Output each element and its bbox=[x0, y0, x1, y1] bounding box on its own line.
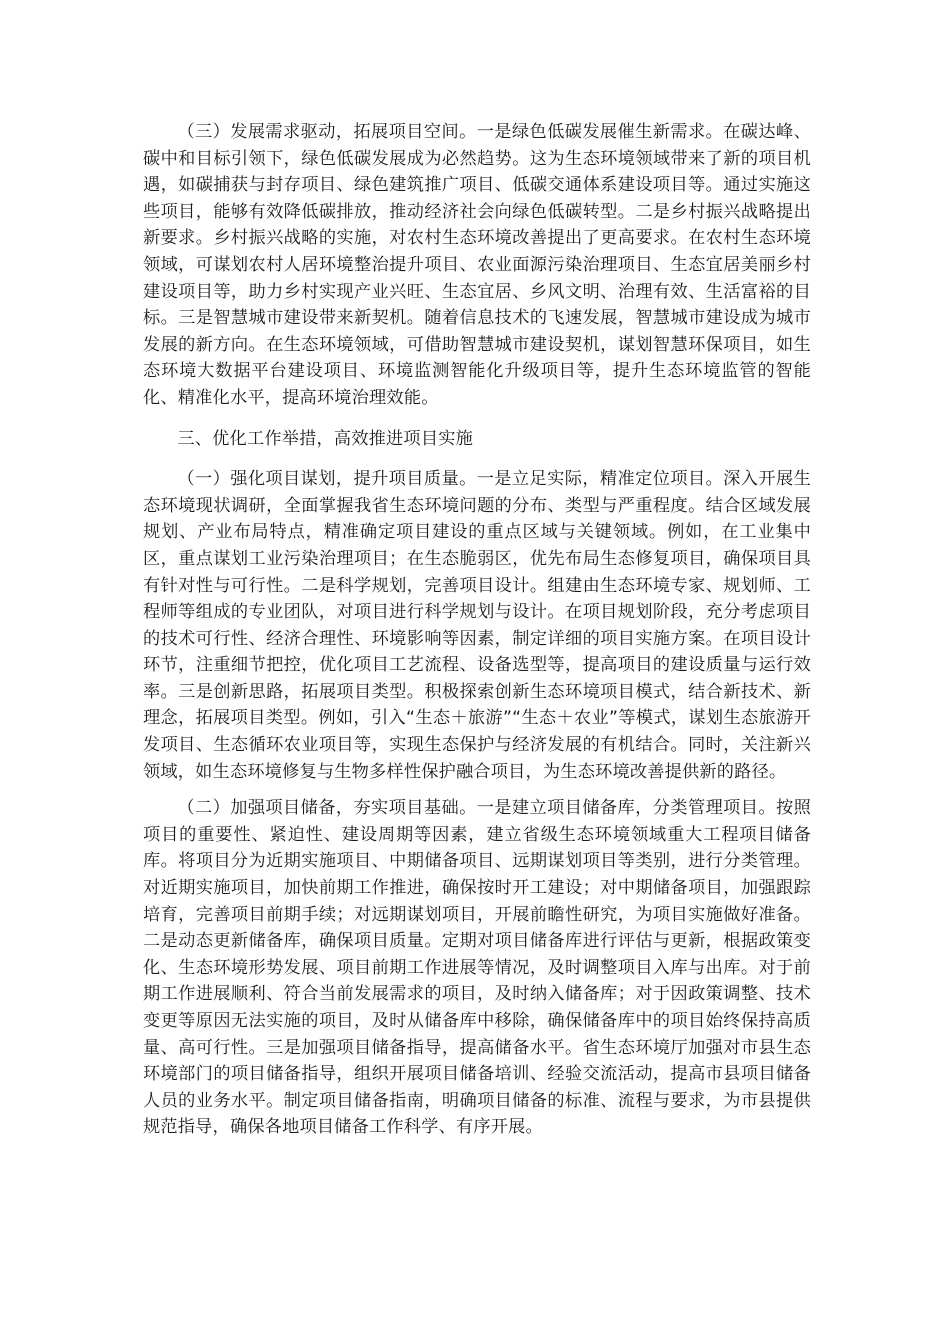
paragraph-project-reserve: （二）加强项目储备，夯实项目基础。一是建立项目储备库，分类管理项目。按照项目的重要性、紧迫性、建设周期等因素，建立省级生态环境领域重大工程项目储备库。将项目分为近期实施项目、中期储备项目、远期谋划项目等类别，进行分类管理。对近期实施项目，加快前期工作推进，确保按时开工建设；对中期储备项目，加强跟踪培育，完善项目前期手续；对远期谋划项目，开展前瞻性研究，为项目实施做好准备。二是动态更新储备库，确保项目质量。定期对项目储备库进行评估与更新，根据政策变化、生态环境形势发展、项目前期工作进展等情况，及时调整项目入库与出库。对于前期工作进展顺利、符合当前发展需求的项目，及时纳入储备库；对于因政策调整、技术变更等原因无法实施的项目，及时从储备库中移除，确保储备库中的项目始终保持高质量、高可行性。三是加强项目储备指导，提高储备水平。省生态环境厅加强对市县生态环境部门的项目储备指导，组织开展项目储备培训、经验交流活动，提高市县项目储备人员的业务水平。制定项目储备指南，明确项目储备的标准、流程与要求，为市县提供规范指导，确保各地项目储备工作科学、有序开展。 bbox=[143, 798, 811, 1138]
paragraph-project-planning: （一）强化项目谋划，提升项目质量。一是立足实际，精准定位项目。深入开展生态环境现状调研，全面掌握我省生态环境问题的分布、类型与严重程度。结合区域发展规划、产业布局特点，精准确定项目建设的重点区域与关键领域。例如，在工业集中区，重点谋划工业污染治理项目；在生态脆弱区，优先布局生态修复项目，确保项目具有针对性与可行性。二是科学规划，完善项目设计。组建由生态环境专家、规划师、工程师等组成的专业团队，对项目进行科学规划与设计。在项目规划阶段，充分考虑项目的技术可行性、经济合理性、环境影响等因素，制定详细的项目实施方案。在项目设计环节，注重细节把控，优化项目工艺流程、设备选型等，提高项目的建设质量与运行效率。三是创新思路，拓展项目类型。积极探索创新生态环境项目模式，结合新技术、新理念，拓展项目类型。例如，引入“生态＋旅游”“生态＋农业”等模式，谋划生态旅游开发项目、生态循环农业项目等，实现生态保护与经济发展的有机结合。同时，关注新兴领域，如生态环境修复与生物多样性保护融合项目，为生态环境改善提供新的路径。 bbox=[143, 469, 811, 782]
section-heading-optimize-measures: 三、优化工作举措，高效推进项目实施 bbox=[177, 428, 473, 449]
paragraph-development-demand: （三）发展需求驱动，拓展项目空间。一是绿色低碳发展催生新需求。在碳达峰、碳中和目标引领下，绿色低碳发展成为必然趋势。这为生态环境领域带来了新的项目机遇，如碳捕获与封存项目、绿色建筑推广项目、低碳交通体系建设项目等。通过实施这些项目，能够有效降低碳排放，推动经济社会向绿色低碳转型。二是乡村振兴战略提出新要求。乡村振兴战略的实施，对农村生态环境改善提出了更高要求。在农村生态环境领域，可谋划农村人居环境整治提升项目、农业面源污染治理项目、生态宜居美丽乡村建设项目等，助力乡村实现产业兴旺、生态宜居、乡风文明、治理有效、生活富裕的目标。三是智慧城市建设带来新契机。随着信息技术的飞速发展，智慧城市建设成为城市发展的新方向。在生态环境领域，可借助智慧城市建设契机，谋划智慧环保项目，如生态环境大数据平台建设项目、环境监测智能化升级项目等，提升生态环境监管的智能化、精准化水平，提高环境治理效能。 bbox=[143, 122, 811, 408]
document-body bbox=[143, 119, 811, 1141]
